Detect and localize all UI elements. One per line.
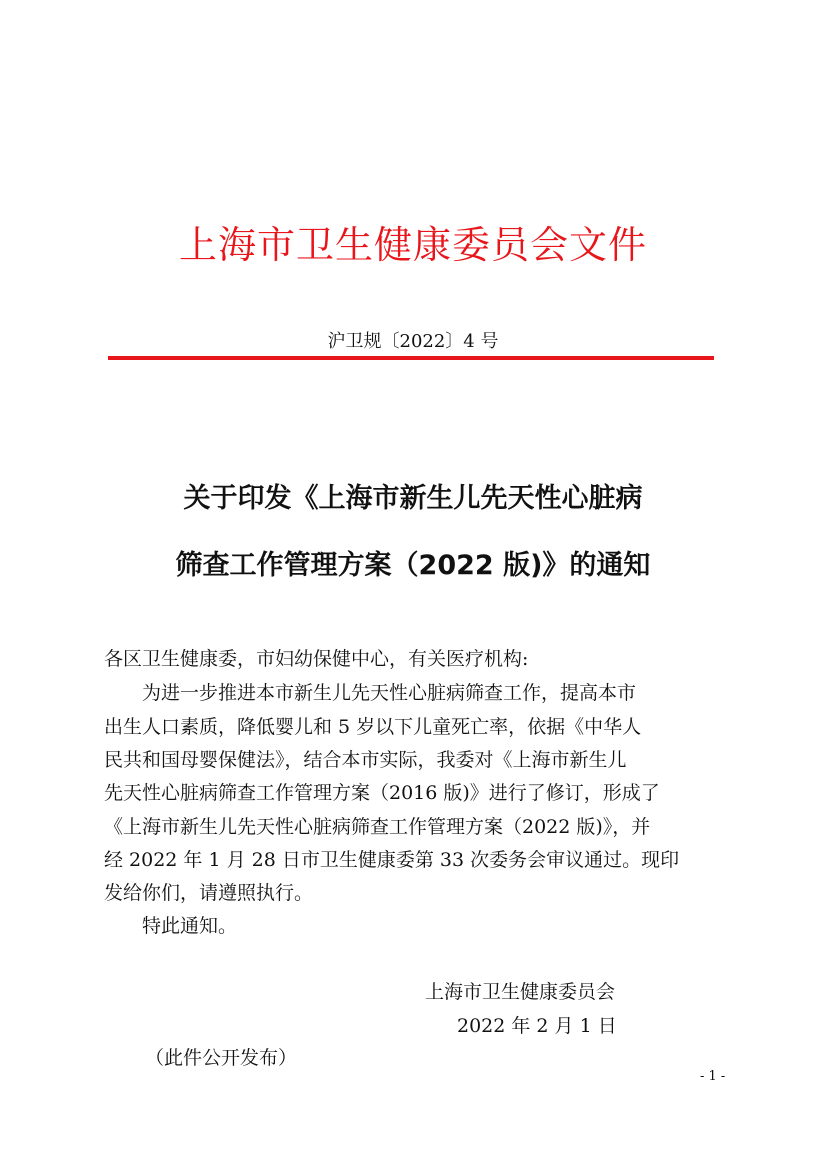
signature-date: 2022 年 2 月 1 日 xyxy=(457,1015,617,1037)
page-number: - 1 - xyxy=(700,1069,726,1084)
body-line: 各区卫生健康委，市妇幼保健中心，有关医疗机构: xyxy=(104,648,529,670)
body-line: 民共和国母婴保健法》，结合本市实际，我委对《上海市新生儿 xyxy=(104,749,627,771)
signature-issuer: 上海市卫生健康委员会 xyxy=(425,981,616,1003)
release-note: （此件公开发布） xyxy=(145,1047,298,1069)
issuer-document-title: 上海市卫生健康委员会文件 xyxy=(178,223,647,267)
closing-line: 特此通知。 xyxy=(104,915,238,937)
body-line: 发给你们，请遵照执行。 xyxy=(104,882,314,904)
body-line: 先天性心脏病筛查工作管理方案（2016 版)》进行了修订，形成了 xyxy=(104,782,660,804)
document-number: 沪卫规〔2022〕4 号 xyxy=(327,331,499,352)
notice-title-line-2: 筛查工作管理方案（2022 版)》的通知 xyxy=(175,550,651,581)
body-line: 经 2022 年 1 月 28 日市卫生健康委第 33 次委务会审议通过。现印 xyxy=(104,849,680,871)
notice-title-line-1: 关于印发《上海市新生儿先天性心脏病 xyxy=(183,483,643,514)
body-line: 出生人口素质，降低婴儿和 5 岁以下儿童死亡率，依据《中华人 xyxy=(104,716,642,738)
body-line: 《上海市新生儿先天性心脏病筛查工作管理方案（2022 版)》，并 xyxy=(104,816,651,838)
body-line: 为进一步推进本市新生儿先天性心脏病筛查工作，提高本市 xyxy=(104,682,637,704)
red-separator-line xyxy=(108,356,714,360)
